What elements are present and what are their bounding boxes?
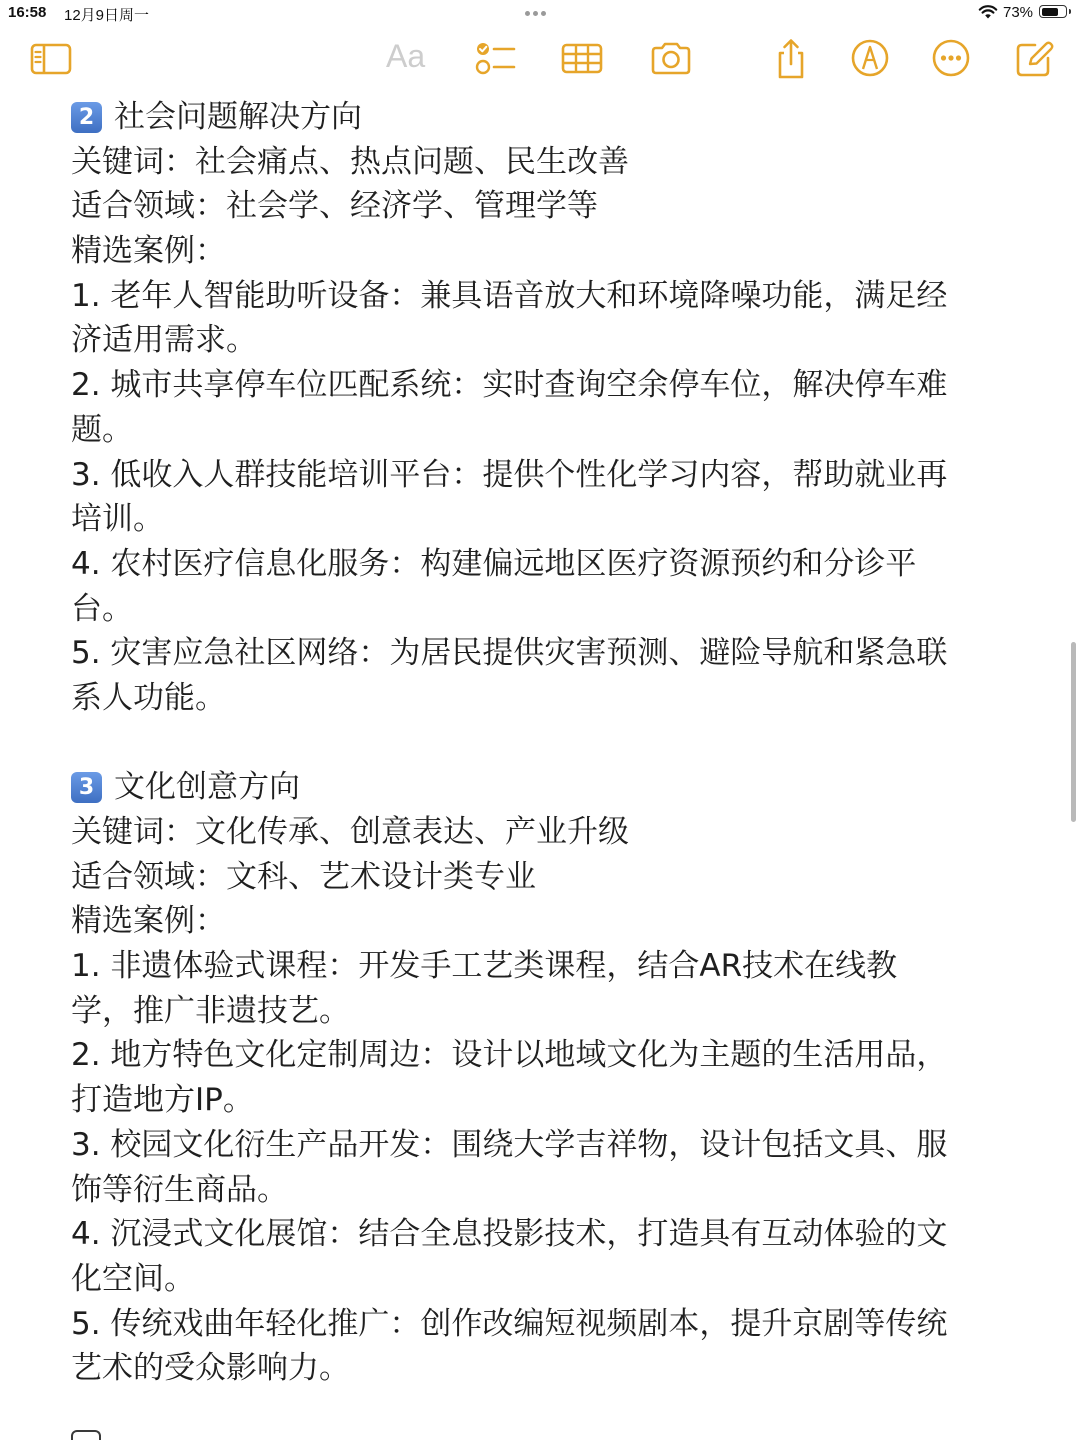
case-line: 打造地方IP。 [71,1082,254,1119]
case-line: 培训。 [71,501,164,538]
case-line: 学，推广非遗技艺。 [71,992,350,1029]
case-line: 3. 低收入人群技能培训平台：提供个性化学习内容，帮助就业再 [71,456,948,493]
status-time: 16:58 [8,4,47,21]
note-body[interactable] [71,95,1021,1391]
table-icon [558,36,606,80]
status-date: 12月9日周一 [64,7,150,24]
case-line: 题。 [71,411,133,448]
case-line: 5. 传统戏曲年轻化推广：创作改编短视频剧本，提升京剧等传统 [71,1305,948,1342]
case-line: 济适用需求。 [71,322,257,359]
case-line: 化空间。 [71,1260,195,1297]
notes-toolbar [0,30,1080,86]
case-line: 5. 灾害应急社区网络：为居民提供灾害预测、避险导航和紧急联 [71,635,948,672]
compose-button[interactable] [1010,36,1058,80]
share-icon [767,36,815,80]
checklist-button[interactable] [471,36,519,80]
share-button[interactable] [767,36,815,80]
fields-line: 适合领域：社会学、经济学、管理学等 [71,188,598,225]
wifi-icon [978,4,998,20]
section-title: 文化创意方向 [114,769,300,806]
battery-icon [1039,5,1067,18]
format-button[interactable]: Aa [386,38,426,74]
sidebar-toggle-button[interactable] [27,36,75,80]
compose-icon [1010,36,1058,80]
more-button[interactable] [927,36,975,80]
blank-line [71,721,1021,766]
case-line: 2. 地方特色文化定制周边：设计以地域文化为主题的生活用品， [71,1037,948,1074]
cases-label: 精选案例： [71,903,226,940]
camera-button[interactable] [647,36,695,80]
number-2-keycap-icon: 2 [71,102,102,133]
case-line: 1. 老年人智能助听设备：兼具语音放大和环境降噪功能，满足经 [71,277,948,314]
vertical-scrollbar[interactable] [1071,642,1076,822]
sidebar-icon [27,36,75,80]
cases-label: 精选案例： [71,233,226,270]
table-button[interactable] [558,36,606,80]
keywords-line: 关键词：文化传承、创意表达、产业升级 [71,814,629,850]
section-title: 社会问题解决方向 [114,99,362,135]
case-line: 台。 [71,590,133,627]
case-line: 3. 校园文化衍生产品开发：围绕大学吉祥物，设计包括文具、服 [71,1126,948,1163]
case-line: 艺术的受众影响力。 [71,1350,350,1387]
case-line: 4. 沉浸式文化展馆：结合全息投影技术，打造具有互动体验的文 [71,1216,948,1253]
markup-icon [846,36,894,80]
camera-icon [647,36,695,80]
fields-line: 适合领域：文科、艺术设计类专业 [71,858,536,895]
number-3-keycap-icon: 3 [71,772,102,803]
keywords-line: 关键词：社会痛点、热点问题、民生改善 [71,143,629,180]
markup-button[interactable] [846,36,894,80]
next-keycap-partial-icon [71,1430,101,1440]
case-line: 1. 非遗体验式课程：开发手工艺类课程，结合AR技术在线教 [71,948,898,985]
case-line: 2. 城市共享停车位匹配系统：实时查询空余停车位，解决停车难 [71,367,948,404]
case-line: 饰等衍生商品。 [71,1171,288,1208]
status-bar [0,0,1080,26]
multitasking-dots-icon[interactable] [525,4,555,18]
section-heading [71,95,1021,140]
section-heading [71,765,1021,810]
more-icon [927,36,975,80]
case-line: 4. 农村医疗信息化服务：构建偏远地区医疗资源预约和分诊平 [71,545,917,582]
checklist-icon [471,36,519,80]
battery-percentage: 73% [1003,4,1034,21]
case-line: 系人功能。 [71,679,226,716]
